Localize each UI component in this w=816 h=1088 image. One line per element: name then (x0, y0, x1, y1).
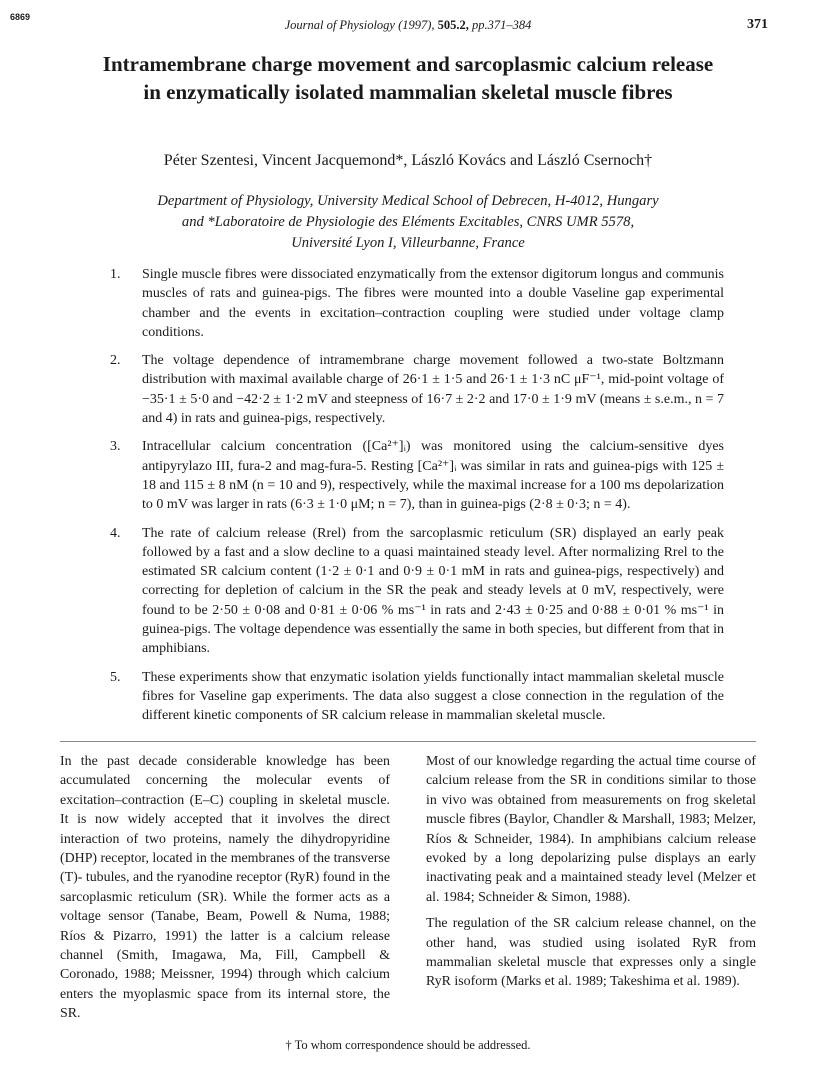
body-paragraph: Most of our knowledge regarding the actual time course of calcium release from the SR in conditions similar to those in vivo was obtained from measurements on frog skeletal muscle fibres (Baylor, Chandler & Marshall, 1983; Melzer, Ríos & Schneider, 1984). In amphibians calcium release evoked by a long depolarizing pulse displays an early inactivating peak and a maintained steady level (Melzer et al. 1984; Schneider & Simon, 1988). (426, 754, 756, 905)
body-column-left (60, 752, 390, 1031)
abstract-item (110, 265, 724, 342)
body-paragraph: In the past decade considerable knowledge has been accumulated concerning the molecular events of excitation–contraction (E–C) coupling in skeletal muscle. It is now widely accepted that it involves the direct interaction of two proteins, namely the dihydropyridine (DHP) receptor, located in the membranes of the transverse (T)- tubules, and the ryanodine receptor (RyR) found in the sarcoplasmic reticulum (SR). While the former acts as a voltage sensor (Tanabe, Beam, Powell & Numa, 1988; Ríos & Pizarro, 1991) the latter is a calcium release channel (Smith, Imagawa, Ma, Fill, Campbell & Coronado, 1988; Meissner, 1994) through which calcium enters the myoplasmic space from its internal store, the SR. (60, 754, 390, 1022)
journal-year: (1997), (398, 18, 435, 32)
body-paragraph: The regulation of the SR calcium release channel, on the other hand, was studied using isolated RyR from mammalian skeletal muscle that expresses only a single RyR isoform (Marks et al. 1989; Takeshima et al. 1989). (426, 916, 756, 990)
article-title: Intramembrane charge movement and sarcoplasmic calcium release in enzymatically isolated mammalian skeletal muscle fibres (102, 52, 714, 104)
affiliation (90, 191, 726, 254)
abstract-list (110, 265, 724, 735)
body-column-right (426, 752, 756, 999)
journal-pages: pp.371–384 (472, 18, 532, 32)
abstract-item (110, 524, 724, 659)
abstract-item-text: These experiments show that enzymatic isolation yields functionally intact mammalian skeletal muscle fibres for Vaseline gap experiments. The data also suggest a close connection in the regulation of the different kinetic components of SR calcium release in mammalian skeletal muscle. (142, 669, 724, 724)
affiliation-line-3: Université Lyon I, Villeurbanne, France (291, 235, 525, 251)
journal-name: Journal of Physiology (284, 18, 395, 32)
abstract-item-text: Intracellular calcium concentration ([Ca²⁺]ᵢ) was monitored using the calcium-sensitive dyes antipyrylazo III, fura-2 and mag-fura-5. Resting [Ca²⁺]ᵢ was similar in rats and guinea-pigs with 125 ± 18 and 115 ± 8 nM (n = 10 and 9), respectively, while the maximal increase for a 100 ms depolarization to 0 mV was larger in rats (6·3 ± 1·0 μM; n = 7), than in guinea-pigs (2·8 ± 0·3; n = 4). (142, 439, 724, 513)
abstract-item (110, 351, 724, 428)
page-number: 371 (747, 17, 768, 32)
section-divider (60, 741, 756, 742)
affiliation-line-1: Department of Physiology, University Medical School of Debrecen, H-4012, Hungary (157, 193, 659, 209)
footnote: † To whom correspondence should be addressed. (285, 1038, 531, 1052)
affiliation-line-2: and *Laboratoire de Physiologie des Eléments Excitables, CNRS UMR 5578, (181, 214, 635, 230)
abstract-item (110, 668, 724, 726)
abstract-item-number: 4. (110, 525, 121, 541)
document-id: 6869 (10, 12, 31, 22)
author-list: Péter Szentesi, Vincent Jacquemond*, László Kovács and László Csernoch† (163, 152, 653, 169)
abstract-item-text: The rate of calcium release (Rrel) from the sarcoplasmic reticulum (SR) displayed an early peak followed by a fast and a slow decline to a quasi maintained steady level. After normalizing Rrel to the estimated SR calcium content (1·2 ± 0·1 and 0·9 ± 0·1 mM in rats and guinea-pigs, respectively) and correcting for depletion of calcium in the SR the peak and steady levels at 0 mV, respectively, were found to be 2·50 ± 0·08 and 0·81 ± 0·06 % ms⁻¹ in rats and 2·43 ± 0·25 and 0·88 ± 0·01 % ms⁻¹ in guinea-pigs. The voltage dependence was essentially the same in both species, but different from that in amphibians. (142, 525, 724, 657)
abstract-item-text: The voltage dependence of intramembrane charge movement followed a two-state Boltzmann distribution with maximal available charge of 26·1 ± 1·5 and 26·1 ± 1·3 nC μF⁻¹, mid-point voltage of −35·1 ± 5·0 and −42·2 ± 1·2 mV and steepness of 16·7 ± 2·2 and 17·0 ± 1·9 mV (means ± s.e.m., n = 7 and 4) in rats and guinea-pigs, respectively. (142, 353, 724, 427)
abstract-item-number: 5. (110, 669, 121, 685)
running-head (0, 18, 816, 33)
journal-volume: 505.2, (437, 18, 469, 32)
abstract-item-text: Single muscle fibres were dissociated enzymatically from the extensor digitorum longus and communis muscles of rats and guinea-pigs. The fibres were mounted into a double Vaseline gap experimental chamber and the events in excitation–contraction coupling were studied under voltage clamp conditions. (142, 267, 724, 340)
abstract-item (110, 437, 724, 514)
abstract-item-number: 2. (110, 353, 121, 369)
abstract-item-number: 3. (110, 439, 121, 455)
abstract-item-number: 1. (110, 267, 121, 282)
